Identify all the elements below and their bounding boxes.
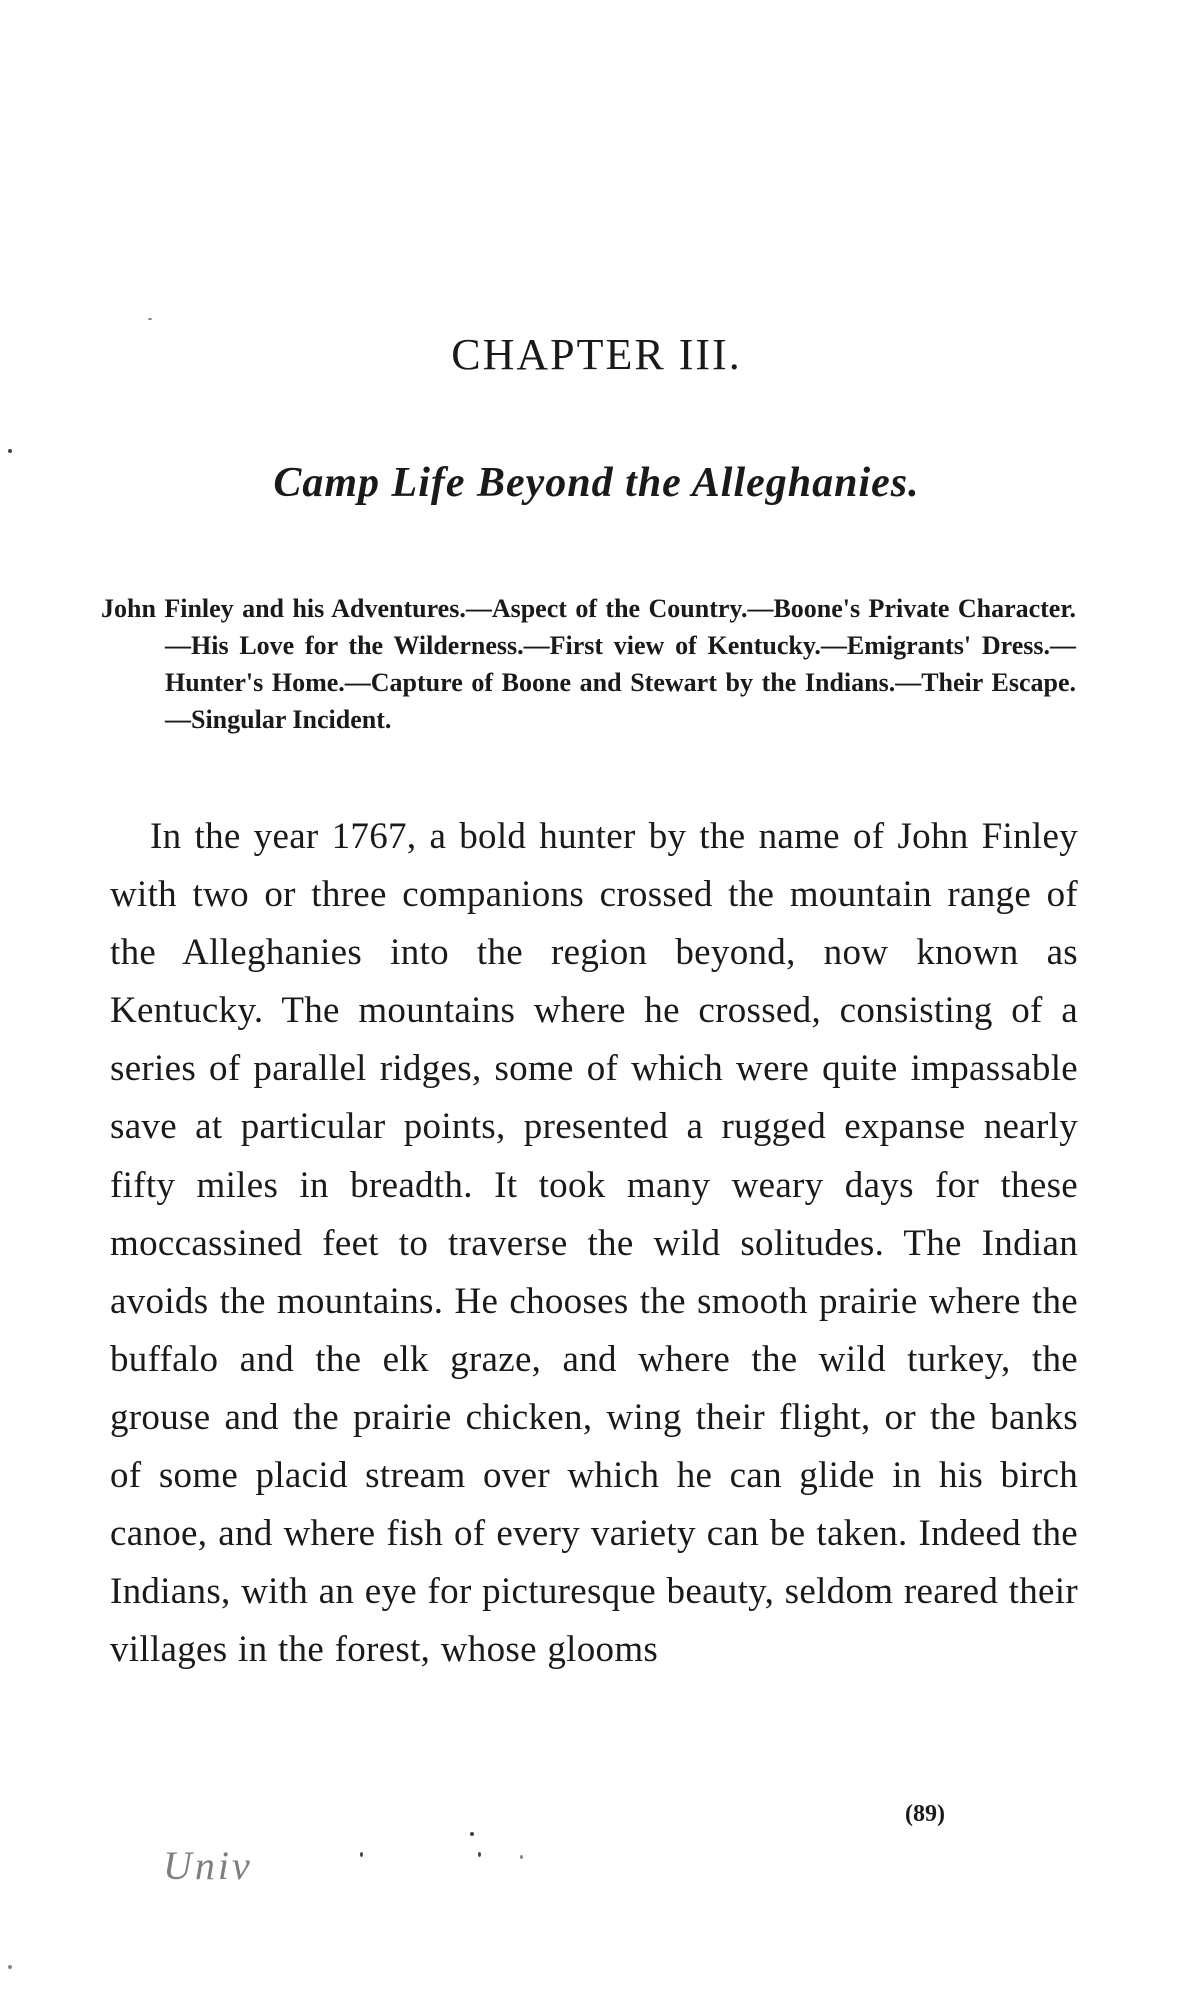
body-paragraph: In the year 1767, a bold hunter by the name of John Finley with two or three companions crossed the mountain range of the Alleghanies into the region beyond, now known as Kentucky. The mountains where he crossed, consisting of a series of parallel ridges, some of which were quite impassable save at particular points, presented a rugged expanse nearly fifty miles in breadth. It took many weary days for these moccassined feet to traverse the wild solitudes. The Indian avoids the mountains. He chooses the smooth prairie where the buffalo and the elk graze, and where the wild turkey, the grouse and the prairie chicken, wing their flight, or the banks of some placid stream over which he can glide in his birch canoe, and where fish of every variety can be taken. Indeed the Indians, with an eye for picturesque beauty, seldom reared their villages in the forest, whose glooms (110, 816, 1078, 1671)
scan-speck (148, 318, 152, 320)
scan-speck (360, 1852, 363, 1857)
scan-speck (8, 449, 12, 453)
scan-speck (470, 1832, 474, 1836)
scan-speck (478, 1852, 481, 1857)
chapter-subtitle: Camp Life Beyond the Alleghanies. (273, 460, 920, 506)
scan-speck (8, 1965, 12, 1969)
library-stamp: Univ (163, 1843, 253, 1888)
chapter-title: CHAPTER III. (451, 330, 742, 379)
page-number: (89) (905, 1801, 945, 1827)
scan-speck (520, 1855, 523, 1859)
chapter-synopsis: John Finley and his Adventures.—Aspect of the Country.—Boone's Private Character.—His Love for the Wilderness.—First view of Kentucky.—Emigrants' Dress.—Hunter's Home.—Capture of Boone and Stewart by the Indians.—Their Escape.—Singular Incident. (101, 594, 1076, 734)
